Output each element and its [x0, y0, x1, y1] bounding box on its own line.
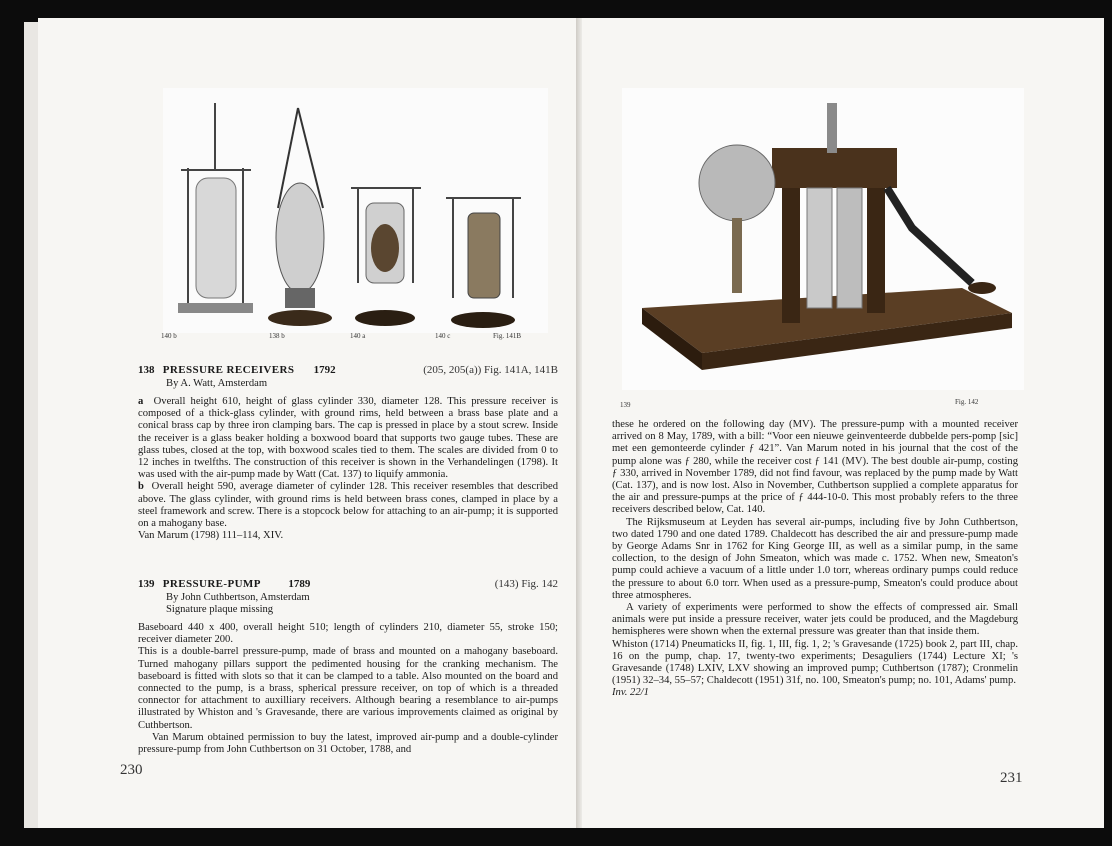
entry-138-maker: By A. Watt, Amsterdam	[166, 378, 268, 389]
entry-year: 1789	[288, 578, 311, 590]
entry-139-plaque: Signature plaque missing	[166, 604, 274, 615]
entry-number: 139	[138, 578, 155, 590]
entry-title: PRESSURE-PUMP	[162, 578, 261, 590]
photo-caption-140c: 140 c	[435, 332, 451, 340]
right-body	[612, 419, 1018, 700]
photo-caption-fig: Fig. 141B	[493, 332, 522, 340]
paragraph-label-b: b	[138, 481, 144, 493]
entry-figure-refs: (143) Fig. 142	[494, 578, 558, 590]
entry-number: 138	[138, 364, 155, 376]
photo-caption-fig: Fig. 142	[955, 398, 979, 406]
right-paragraph-2: The Rijksmuseum at Leyden has several air-pumps, including five by John Cuthbertson, two dated 1790 and one dated 1789. Chaldecott has described the air and pressure-pump made by George Adams Snr in 1762 for King George III, as well as a similar pump, in the same collection, to the design of John Smeaton, which was made c. 1752. When new, Smeaton's pump could achieve a vacuum of a little under 1.0 torr, whereas ordinary pumps could reduce the pressure to about 6.0 torr. When used as a pressure-pump, Smeaton's could produce about three atmospheres.	[612, 516, 1018, 601]
paragraph-label-a: a	[138, 396, 144, 407]
entry-title: PRESSURE RECEIVERS	[162, 364, 295, 376]
entry-139-heading	[138, 578, 558, 590]
right-references: Whiston (1714) Pneumaticks II, fig. 1, III, fig. 1, 2; 's Gravesande (1725) book 2, part III, chap. 16 on the pump, chap. 17, twenty-two experiments; Desaguliers (1744) Lecture XI; 's Gravesande (1748) LXIV, LXV showing an improved pump; Cuthbertson (1787); Cronmelin (1951) 32–34, 55–57; Chaldecott (1951) 31f, no. 100, Smeaton's pump; no. 101, Adams' pump.	[612, 638, 1018, 687]
entry-figure-refs: (205, 205(a)) Fig. 141A, 141B	[423, 364, 558, 376]
paragraph-b: Overall height 590, average diameter of cylinder 128. This receiver resembles that described above. The glass cylinder, with ground rims is held between brass cones, clamped in place by a steel framework and screw. There is a stopcock below for attaching to an air-pump; it is supported on a mahogany base.	[138, 481, 558, 530]
page-number-left: 230	[120, 762, 143, 778]
paragraph-a: Overall height 610, height of glass cylinder 330, diameter 128. This pressure receiver is composed of a thick-glass cylinder, with ground rims, held between a brass base plate and a conical brass cap by three iron clamping bars. The cap is pressed in place by a stout screw. Inside the receiver is a glass beaker holding a boxwood board that supports two gauge tubes. These are glass tubes, closed at the top, with boxwood scales tied to them. The scales are divided from 0 to 12 inches in twelfths. The construction of this receiver is shown in the Verhandelingen (1798). It was used with the air-pump made by Watt (Cat. 137) to liquify ammonia.	[138, 396, 558, 481]
photo-caption-138b: 138 b	[269, 332, 285, 340]
entry-138-heading	[138, 364, 558, 376]
right-page	[582, 18, 1104, 828]
pressure-pump-photo	[622, 88, 1024, 390]
pressure-receivers-photo	[163, 88, 548, 333]
inventory-number: Inv. 22/1	[612, 687, 649, 699]
entry-138-reference: Van Marum (1798) 111–114, XIV.	[138, 530, 284, 542]
photo-caption-140a: 140 a	[350, 332, 366, 340]
photo-caption-139: 139	[620, 401, 631, 409]
entry-139-paragraph-1: This is a double-barrel pressure-pump, made of brass and mounted on a mahogany baseboard. Turned mahogany pillars support the pedimented housing for the cranking mechanism. The baseboard is fitted with slots so that it can be clamped to a table. Also mounted on the board and connected to the pump, is a brass, spherical pressure receiver, on top of which is a threaded connector for attachment to auxilliary receivers. Although bearing a resemblance to air-pumps illustrated by Whiston and 's Gravesande, there are various improvements claimed as original by Cuthbertson.	[138, 646, 558, 731]
right-paragraph-1: these he ordered on the following day (MV). The pressure-pump with a mounted receiver arrived on 8 May, 1789, with a bill: “Voor een nieuwe geinventeerde dubbelde pers-pomp [sic] met een gemonteerde cylinder ƒ 421”. Van Marum noted in his journal that the cost of the pump alone was ƒ 280, while the receiver cost ƒ 141 (MV). The best double air-pump, costing ƒ 330, arrived in November 1789, did not find favour, was replaced by the pump made by Watt (Cat. 137), and is now lost. Also in November, Cuthbertson supplied a complete apparatus for the air and pressure-pumps at the price of ƒ 444-10-0. This most probably refers to the three receivers described below, Cat. 140.	[612, 419, 1018, 516]
page-number-right: 231	[1000, 770, 1023, 786]
entry-138-body	[138, 396, 558, 542]
entry-139-body	[138, 622, 558, 756]
entry-139-paragraph-2: Van Marum obtained permission to buy the latest, improved air-pump and a double-cylinder pressure-pump from John Cuthbertson on 31 October, 1788, and	[138, 731, 558, 756]
entry-139-dimensions: Baseboard 440 x 400, overall height 510; length of cylinders 210, diameter 55, stroke 150; receiver diameter 200.	[138, 622, 558, 646]
photo-caption-140b: 140 b	[161, 332, 177, 340]
entry-year: 1792	[313, 364, 336, 376]
right-paragraph-3: A variety of experiments were performed to show the effects of compressed air. Small animals were put inside a pressure receiver, water jets could be produced, and the Magdeburg hemispheres were shown when the external pressure was greater than that inside them.	[612, 602, 1018, 638]
entry-139-maker: By John Cuthbertson, Amsterdam	[166, 592, 310, 603]
left-page	[38, 18, 578, 828]
